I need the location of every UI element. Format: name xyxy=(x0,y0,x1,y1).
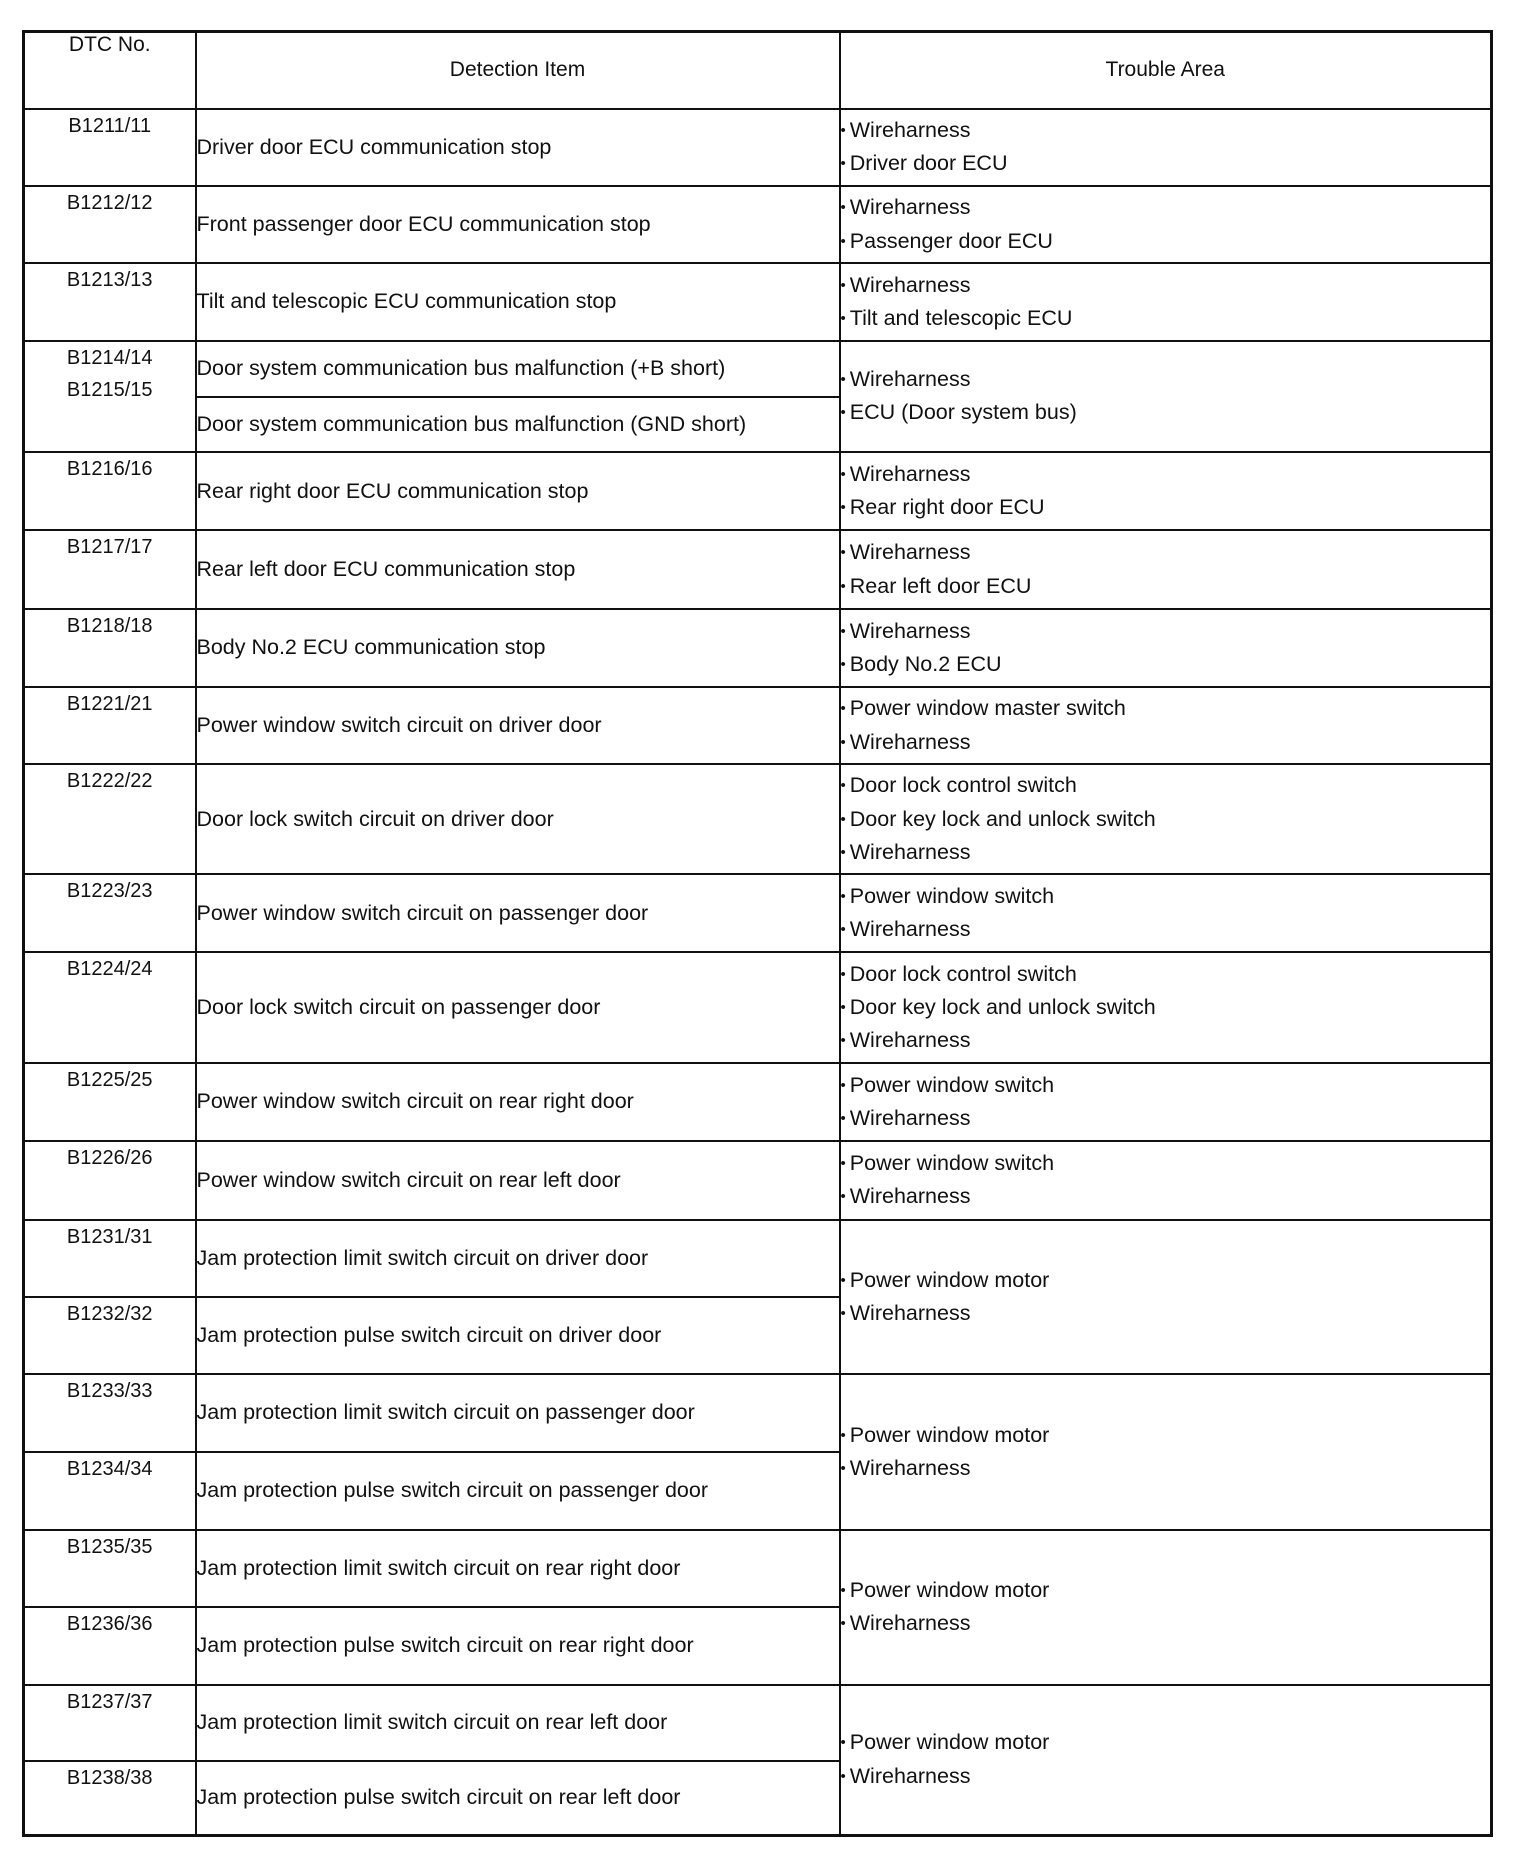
trouble-area xyxy=(840,609,1492,687)
detection-item: Body No.2 ECU communication stop xyxy=(196,609,840,687)
table-row xyxy=(24,186,1492,263)
detection-item: Power window switch circuit on passenger door xyxy=(196,874,840,952)
table-row xyxy=(24,1220,1492,1297)
trouble-area-item: • Door key lock and unlock switch xyxy=(841,991,1491,1024)
trouble-area xyxy=(840,109,1492,186)
detection-item: Jam protection pulse switch circuit on rear left door xyxy=(196,1761,840,1836)
trouble-area-item: • Power window motor xyxy=(841,1574,1491,1607)
table-row xyxy=(24,609,1492,687)
detection-item: Front passenger door ECU communication stop xyxy=(196,186,840,263)
dtc-code-line: B1215/15 xyxy=(66,378,153,401)
table-row xyxy=(24,1141,1492,1219)
detection-item: Door lock switch circuit on driver door xyxy=(196,764,840,874)
trouble-area xyxy=(840,1374,1492,1530)
dtc-code xyxy=(24,341,196,453)
detection-item: Rear left door ECU communication stop xyxy=(196,530,840,608)
dtc-code: B1213/13 xyxy=(24,263,196,340)
dtc-code: B1234/34 xyxy=(24,1452,196,1530)
header-row xyxy=(24,32,1492,109)
detection-item: Rear right door ECU communication stop xyxy=(196,452,840,530)
dtc-code: B1235/35 xyxy=(24,1530,196,1607)
trouble-area xyxy=(840,530,1492,608)
trouble-area-item: • ECU (Door system bus) xyxy=(841,396,1491,429)
detection-item: Door lock switch circuit on passenger door xyxy=(196,952,840,1063)
trouble-area xyxy=(840,1530,1492,1685)
detection-item: Door system communication bus malfunction (GND short) xyxy=(196,397,840,452)
table-row xyxy=(24,452,1492,530)
trouble-area xyxy=(840,1685,1492,1836)
trouble-area-item: • Wireharness xyxy=(841,615,1491,648)
trouble-area-item: • Power window motor xyxy=(841,1419,1491,1452)
dtc-code: B1212/12 xyxy=(24,186,196,263)
dtc-code: B1216/16 xyxy=(24,452,196,530)
dtc-code: B1225/25 xyxy=(24,1063,196,1141)
table-row xyxy=(24,109,1492,186)
trouble-area-item: • Tilt and telescopic ECU xyxy=(841,302,1491,335)
detection-item: Power window switch circuit on rear right door xyxy=(196,1063,840,1141)
detection-item: Jam protection pulse switch circuit on passenger door xyxy=(196,1452,840,1530)
detection-item: Jam protection limit switch circuit on rear left door xyxy=(196,1685,840,1761)
dtc-code: B1218/18 xyxy=(24,609,196,687)
trouble-area-item: • Passenger door ECU xyxy=(841,225,1491,258)
detection-item: Jam protection pulse switch circuit on driver door xyxy=(196,1297,840,1374)
detection-item: Jam protection limit switch circuit on driver door xyxy=(196,1220,840,1297)
trouble-area-item: • Power window motor xyxy=(841,1726,1491,1759)
trouble-area xyxy=(840,186,1492,263)
table-row xyxy=(24,1063,1492,1141)
trouble-area-item: • Rear left door ECU xyxy=(841,570,1491,603)
trouble-area-item: • Door key lock and unlock switch xyxy=(841,803,1491,836)
dtc-code: B1231/31 xyxy=(24,1220,196,1297)
trouble-area-item: • Body No.2 ECU xyxy=(841,648,1491,681)
trouble-area xyxy=(840,341,1492,453)
table-row xyxy=(24,874,1492,952)
trouble-area-item: • Power window switch xyxy=(841,880,1491,913)
trouble-area-item: • Wireharness xyxy=(841,1607,1491,1640)
dtc-code: B1211/11 xyxy=(24,109,196,186)
detection-item: Power window switch circuit on rear left door xyxy=(196,1141,840,1219)
dtc-code: B1233/33 xyxy=(24,1374,196,1451)
detection-item: Jam protection limit switch circuit on passenger door xyxy=(196,1374,840,1451)
trouble-area-item: • Wireharness xyxy=(841,1024,1491,1057)
header-dtc: DTC No. xyxy=(24,32,196,109)
table-row xyxy=(24,1374,1492,1451)
trouble-area-item: • Wireharness xyxy=(841,363,1491,396)
detection-item: Tilt and telescopic ECU communication stop xyxy=(196,263,840,340)
trouble-area-item: • Wireharness xyxy=(841,1760,1491,1793)
detection-item: Jam protection pulse switch circuit on rear right door xyxy=(196,1607,840,1684)
trouble-area xyxy=(840,874,1492,952)
dtc-code: B1236/36 xyxy=(24,1607,196,1684)
dtc-code: B1224/24 xyxy=(24,952,196,1063)
trouble-area-item: • Wireharness xyxy=(841,836,1491,869)
dtc-code: B1232/32 xyxy=(24,1297,196,1374)
table-row xyxy=(24,341,1492,397)
dtc-code-line: B1214/14 xyxy=(66,346,153,369)
detection-item: Power window switch circuit on driver door xyxy=(196,687,840,764)
trouble-area xyxy=(840,1141,1492,1219)
dtc-code: B1226/26 xyxy=(24,1141,196,1219)
dtc-code: B1222/22 xyxy=(24,764,196,874)
trouble-area-item: • Wireharness xyxy=(841,1180,1491,1213)
table-row xyxy=(24,687,1492,764)
trouble-area xyxy=(840,764,1492,874)
trouble-area-item: • Rear right door ECU xyxy=(841,491,1491,524)
trouble-area-item: • Wireharness xyxy=(841,1452,1491,1485)
dtc-code: B1238/38 xyxy=(24,1761,196,1836)
trouble-area-item: • Power window switch xyxy=(841,1069,1491,1102)
detection-item: Driver door ECU communication stop xyxy=(196,109,840,186)
dtc-code: B1217/17 xyxy=(24,530,196,608)
trouble-area xyxy=(840,452,1492,530)
trouble-area-item: • Wireharness xyxy=(841,1102,1491,1135)
header-detection-item: Detection Item xyxy=(196,32,840,109)
trouble-area xyxy=(840,687,1492,764)
dtc-code: B1221/21 xyxy=(24,687,196,764)
trouble-area-item: • Wireharness xyxy=(841,458,1491,491)
trouble-area-item: • Wireharness xyxy=(841,191,1491,224)
trouble-area-item: • Door lock control switch xyxy=(841,769,1491,802)
detection-item: Door system communication bus malfunction (+B short) xyxy=(196,341,840,397)
table-row xyxy=(24,263,1492,340)
trouble-area xyxy=(840,952,1492,1063)
trouble-area xyxy=(840,1220,1492,1375)
dtc-code: B1237/37 xyxy=(24,1685,196,1761)
dtc-table xyxy=(22,30,1493,1837)
header-trouble-area: Trouble Area xyxy=(840,32,1492,109)
trouble-area-item: • Wireharness xyxy=(841,1297,1491,1330)
trouble-area-item: • Door lock control switch xyxy=(841,958,1491,991)
trouble-area-item: • Power window master switch xyxy=(841,692,1491,725)
trouble-area-item: • Wireharness xyxy=(841,726,1491,759)
trouble-area-item: • Power window motor xyxy=(841,1264,1491,1297)
trouble-area-item: • Power window switch xyxy=(841,1147,1491,1180)
table-row xyxy=(24,952,1492,1063)
trouble-area xyxy=(840,263,1492,340)
trouble-area-item: • Wireharness xyxy=(841,114,1491,147)
trouble-area-item: • Wireharness xyxy=(841,269,1491,302)
table-row xyxy=(24,1530,1492,1607)
trouble-area-item: • Driver door ECU xyxy=(841,147,1491,180)
trouble-area-item: • Wireharness xyxy=(841,536,1491,569)
table-row xyxy=(24,530,1492,608)
detection-item: Jam protection limit switch circuit on rear right door xyxy=(196,1530,840,1607)
table-row xyxy=(24,764,1492,874)
table-row xyxy=(24,1685,1492,1761)
trouble-area-item: • Wireharness xyxy=(841,913,1491,946)
dtc-code: B1223/23 xyxy=(24,874,196,952)
trouble-area xyxy=(840,1063,1492,1141)
